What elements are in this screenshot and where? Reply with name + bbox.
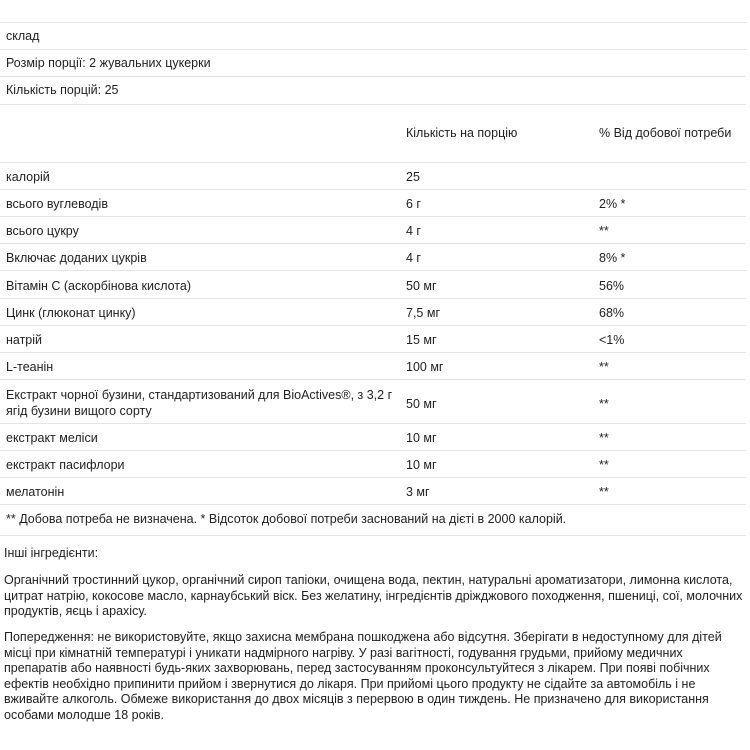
nutrient-amount: 25: [406, 170, 420, 184]
divider: [0, 352, 746, 353]
nutrient-name: Екстракт чорної бузини, стандартизований для BioActives®, з 3,2 г ягід бузини вищого сорту: [6, 388, 393, 418]
column-dv-header: % Від добової потреби: [599, 126, 732, 140]
warning-text: Попередження: не використовуйте, якщо захисна мембрана пошкоджена або відсутня. Зберігати в недоступному для дітей місці при кімнатній температурі і уникати надмірного нагріву. У разі вагітності, годування грудьми, прийому медичних препаратів або наявності будь-яких захворювань, перед застосуванням проконсультуйтеся з лікарем. При появі побічних ефектів необхідно припинити прийом і звернутися до лікаря. При прийомі цього продукту не сідайте за автомобіль і не вживайте алкоголь. Обмеже використання до двох місяців з перервою в один тиждень. Не призначено для використання особами молодше 18 років.: [4, 630, 722, 722]
nutrient-dv: 68%: [599, 306, 625, 320]
nutrient-dv: **: [599, 360, 609, 374]
column-amount-header: Кількість на порцію: [406, 126, 518, 140]
other-ingredients-heading: Інші інгредієнти:: [4, 546, 99, 560]
nutrient-name: натрій: [6, 333, 43, 347]
divider: [0, 325, 746, 326]
divider: [0, 477, 746, 478]
nutrient-amount: 10 мг: [406, 458, 437, 472]
nutrient-dv: **: [599, 431, 609, 445]
nutrient-name: екстракт пасифлори: [6, 458, 125, 472]
nutrient-dv: <1%: [599, 333, 625, 347]
divider: [0, 189, 746, 190]
nutrient-amount: 10 мг: [406, 431, 437, 445]
nutrient-dv: **: [599, 485, 609, 499]
divider: [0, 243, 746, 244]
nutrient-name: калорій: [6, 170, 50, 184]
composition-title: склад: [6, 29, 40, 43]
footnote: ** Добова потреба не визначена. * Відсоток добової потреби заснований на дієті в 2000 калорій.: [6, 512, 567, 526]
nutrient-name: всього вуглеводів: [6, 197, 108, 211]
divider: [0, 22, 746, 23]
serving-size: Розмір порції: 2 жувальних цукерки: [6, 56, 211, 70]
divider: [0, 270, 746, 271]
nutrient-amount: 4 г: [406, 251, 421, 265]
divider: [0, 216, 746, 217]
divider: [0, 104, 746, 105]
nutrient-name: мелатонін: [6, 485, 65, 499]
nutrient-name: Включає доданих цукрів: [6, 251, 147, 265]
nutrient-dv: **: [599, 397, 609, 411]
divider: [0, 423, 746, 424]
divider: [0, 298, 746, 299]
nutrient-dv: 2% *: [599, 197, 626, 211]
divider: [0, 379, 746, 380]
nutrient-amount: 4 г: [406, 224, 421, 238]
servings-per-container: Кількість порцій: 25: [6, 83, 119, 97]
nutrient-name: Вітамін С (аскорбінова кислота): [6, 279, 192, 293]
divider: [0, 450, 746, 451]
nutrient-dv: 8% *: [599, 251, 626, 265]
nutrient-amount: 15 мг: [406, 333, 437, 347]
nutrient-amount: 100 мг: [406, 360, 444, 374]
nutrient-name: всього цукру: [6, 224, 79, 238]
divider: [0, 76, 746, 77]
divider: [0, 162, 746, 163]
nutrient-amount: 50 мг: [406, 279, 437, 293]
divider: [0, 535, 746, 536]
nutrient-name: екстракт меліси: [6, 431, 98, 445]
divider: [0, 49, 746, 50]
nutrient-amount: 6 г: [406, 197, 421, 211]
nutrient-amount: 3 мг: [406, 485, 430, 499]
other-ingredients-text: Органічний тростинний цукор, органічний сироп тапіоки, очищена вода, пектин, натуральні ароматизатори, лимонна кислота, цитрат натрію, кокосове масло, карнаубський віск. Без желатину, інгредієнтів дріжджового походження, пшениці, сої, молочних продуктів, яєць і арахісу.: [4, 573, 743, 618]
nutrient-amount: 50 мг: [406, 397, 437, 411]
nutrient-name: L-теанін: [6, 360, 54, 374]
divider: [0, 504, 746, 505]
nutrient-dv: **: [599, 458, 609, 472]
nutrient-name: Цинк (глюконат цинку): [6, 306, 136, 320]
nutrient-amount: 7,5 мг: [406, 306, 441, 320]
nutrient-dv: **: [599, 224, 609, 238]
nutrient-dv: 56%: [599, 279, 625, 293]
